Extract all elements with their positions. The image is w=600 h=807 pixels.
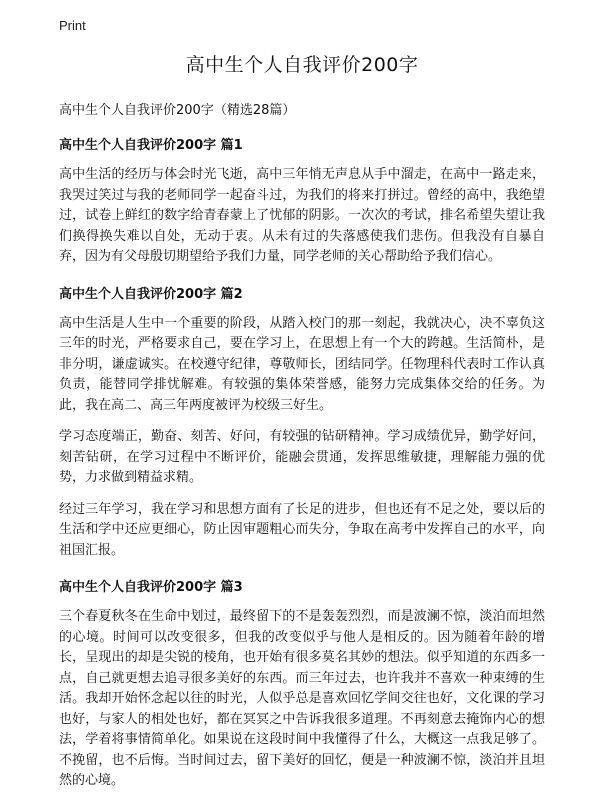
section-2 bbox=[59, 283, 545, 562]
section-1 bbox=[59, 134, 545, 268]
document-subtitle: 高中生个人自我评价200字（精选28篇） bbox=[59, 103, 296, 118]
document-title: 高中生个人自我评价200字 bbox=[185, 54, 419, 76]
section-3 bbox=[59, 576, 545, 792]
paragraph: 三个春夏秋冬在生命中划过，最终留下的不是轰轰烈烈，而是波澜不惊，淡泊而坦然的心境。时间可以改变很多，但我的改变似乎与他人是相反的。因为随着年龄的增长，呈现出的却是尖锐的棱角，也开始有很多莫名其妙的想法。似乎知道的东西多一点，自己就更想去追寻很多美好的东西。而三年过去，也许我并不喜欢一种束缚的生活。我却开始怀念起以往的时光，人似乎总是喜欢回忆学间交往也好，文化课的学习也好，与家人的相处也好，都在冥冥之中告诉我很多道理。不再刻意去掩饰内心的想法，学着将事情简单化。如果说在这段时间中我懂得了什么，大概这一点我足够了。不挽留，也不后悔。当时间过去，留下美好的回忆，便是一种波澜不惊，淡泊并且坦然的心境。 bbox=[59, 609, 545, 788]
section-heading: 高中生个人自我评价200字 篇3 bbox=[59, 580, 243, 595]
paragraph: 高中生活是人生中一个重要的阶段，从踏入校门的那一刻起，我就决心，决不辜负这三年的时光，严格要求自己，要在学习上，在思想上有一个大的跨越。生活简朴，是非分明，谦虚诚实。在校遵守纪律，尊敬师长，团结同学。任物理科代表时工作认真负责，能替同学排忧解难。有较强的集体荣誉感，能努力完成集体交给的任务。为此，我在高二、高三年两度被评为校级三好生。 bbox=[59, 315, 545, 413]
paragraph: 高中生活的经历与体会时光飞逝，高中三年悄无声息从手中溜走，在高中一路走来，我哭过笑过与我的老师同学一起奋斗过，为我们的将来打拼过。曾经的高中，我绝望过，试卷上鲜红的数字给青春蒙上了忧郁的阴影。一次次的考试，排名希望失望让我们换得换失难以自处，无动于衷。从未有过的失落感使我们悲伤。但我没有自暴自弃，因为有父母殷切期望给予我们力量，同学老师的关心帮助给予我们信心。 bbox=[59, 167, 545, 264]
paragraph: 学习态度端正，勤奋、刻苦、好问，有较强的钻研精神。学习成绩优异，勤学好问，刻苦钻研，在学习过程中不断评价，能融会贯通，发挥思维敏捷，理解能力强的优势，力求做到精益求精。 bbox=[59, 429, 545, 485]
paragraph: 经过三年学习，我在学习和思想方面有了长足的进步，但也还有不足之处，要以后的生活和学中还应更细心，防止因审题粗心而失分，争取在高考中发挥自己的水平，向祖国汇报。 bbox=[59, 501, 545, 558]
document bbox=[59, 50, 545, 807]
section-heading: 高中生个人自我评价200字 篇2 bbox=[59, 286, 243, 302]
print-link[interactable]: Print bbox=[59, 18, 86, 33]
section-heading: 高中生个人自我评价200字 篇1 bbox=[59, 138, 243, 153]
